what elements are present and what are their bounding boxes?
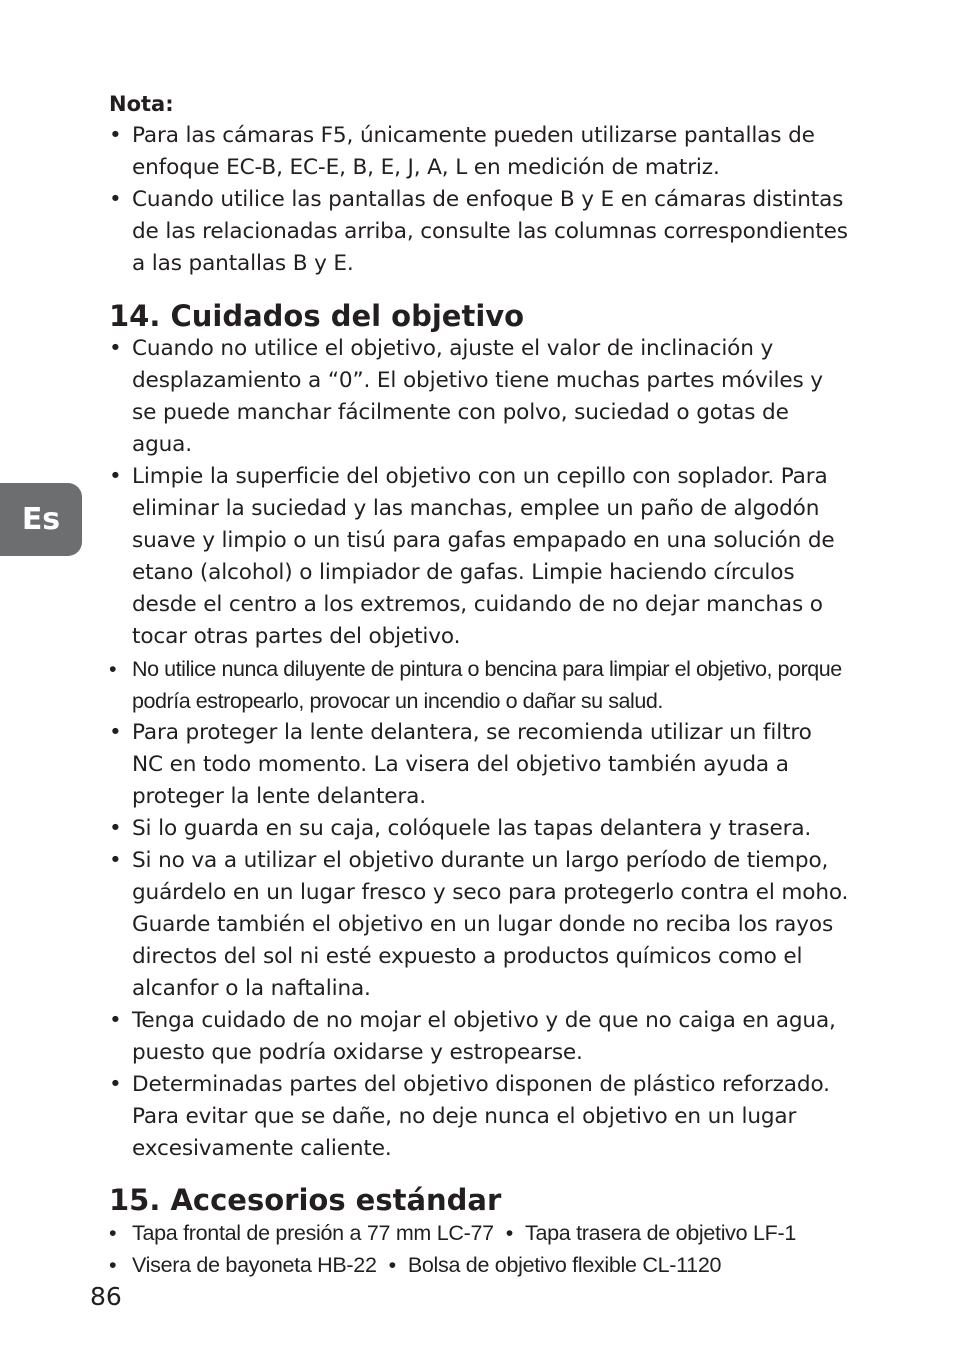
section-heading-accessories: 15. Accesorios estándar (109, 1183, 502, 1217)
bullet-icon: • (109, 1253, 117, 1277)
bullet-icon: • (109, 464, 122, 489)
bullet-icon: • (109, 1221, 117, 1245)
bullet-icon: • (505, 1221, 514, 1245)
care-list (109, 333, 849, 1165)
list-item (109, 184, 849, 280)
page-content (109, 88, 849, 1281)
note-list (109, 120, 849, 280)
accessory-item: Tapa trasera de objetivo LF-1 (525, 1221, 796, 1245)
bullet-icon: • (109, 336, 122, 361)
list-item-text: Para proteger la lente delantera, se recomienda utilizar un filtro NC en todo momento. La visera del objetivo también ayuda a proteger la lente delantera. (132, 720, 812, 809)
list-item-text: Determinadas partes del objetivo disponen de plástico reforzado. Para evitar que se dañe, no deje nunca el objetivo en un lugar excesivamente caliente. (132, 1072, 830, 1161)
list-item (109, 813, 849, 845)
language-tab (0, 483, 82, 556)
bullet-icon: • (109, 1072, 122, 1097)
list-item (109, 1069, 849, 1165)
bullet-icon: • (109, 1008, 122, 1033)
language-tab-label: Es (21, 502, 61, 537)
list-item (109, 120, 849, 184)
accessories-row (109, 1217, 849, 1249)
bullet-icon: • (109, 816, 122, 841)
list-item (109, 461, 849, 653)
list-item-text: Si lo guarda en su caja, colóquele las tapas delantera y trasera. (132, 816, 812, 841)
section-heading-care: 14. Cuidados del objetivo (109, 299, 525, 333)
bullet-icon: • (388, 1253, 396, 1277)
list-item (109, 717, 849, 813)
list-item-text: Cuando utilice las pantallas de enfoque B y E en cámaras distintas de las relacionadas arriba, consulte las columnas correspondientes a las pantallas B y E. (132, 187, 848, 276)
list-item (109, 1005, 849, 1069)
list-item-text: Si no va a utilizar el objetivo durante un largo período de tiempo, guárdelo en un lugar fresco y seco para protegerlo contra el moho. Guarde también el objetivo en un lugar donde no reciba los rayos directos del sol ni esté expuesto a productos químicos como el alcanfor o la naftalina. (132, 848, 849, 1001)
list-item (109, 653, 849, 717)
bullet-icon: • (109, 187, 122, 212)
bullet-icon: • (109, 123, 122, 148)
list-item-text: Limpie la superficie del objetivo con un cepillo con soplador. Para eliminar la suciedad y las manchas, emplee un paño de algodón suave y limpio o un tisú para gafas empapado en una solución de etano (alcohol) o limpiador de gafas. Limpie haciendo círculos desde el centro a los extremos, cuidando de no dejar manchas o tocar otras partes del objetivo. (132, 464, 835, 649)
list-item-text: No utilice nunca diluyente de pintura o bencina para limpiar el objetivo, porque podría estropearlo, provocar un incendio o dañar su salud. (132, 657, 842, 713)
list-item-text: Para las cámaras F5, únicamente pueden utilizarse pantallas de enfoque EC-B, EC-E, B, E, J, A, L en medición de matriz. (132, 123, 815, 180)
bullet-icon: • (109, 720, 122, 745)
accessory-item: Tapa frontal de presión a 77 mm LC-77 (132, 1221, 494, 1245)
list-item-text: Tenga cuidado de no mojar el objetivo y de que no caiga en agua, puesto que podría oxidarse y estropearse. (132, 1008, 836, 1065)
accessory-item: Visera de bayoneta HB-22 (132, 1253, 377, 1277)
list-item (109, 333, 849, 461)
note-label: Nota: (109, 92, 174, 116)
list-item (109, 845, 849, 1005)
page-number: 86 (90, 1282, 122, 1311)
list-item-text: Cuando no utilice el objetivo, ajuste el valor de inclinación y desplazamiento a “0”. El objetivo tiene muchas partes móviles y se puede manchar fácilmente con polvo, suciedad o gotas de agua. (132, 336, 823, 457)
bullet-icon: • (109, 848, 122, 873)
bullet-icon: • (109, 657, 117, 681)
accessory-item: Bolsa de objetivo flexible CL-1120 (407, 1253, 722, 1277)
accessories-row (109, 1249, 849, 1281)
